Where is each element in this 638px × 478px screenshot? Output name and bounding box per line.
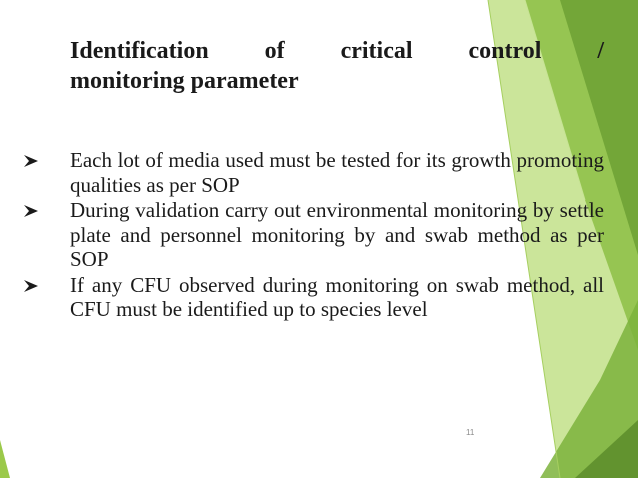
arrowhead-bullet-icon — [24, 155, 38, 167]
bullet-text: During validation carry out environmental monitoring by settle plate and personnel monitoring by and swab method as per SOP — [70, 198, 604, 271]
title-line-1 — [70, 36, 604, 66]
slide-title — [70, 36, 604, 96]
bullet-list — [24, 148, 604, 323]
bullet-text: If any CFU observed during monitoring on swab method, all CFU must be identified up to species level — [70, 272, 604, 321]
page-number: 11 — [466, 428, 475, 437]
title-word: control — [468, 38, 542, 64]
title-word: Identification — [70, 38, 209, 64]
green-edge-left — [0, 440, 10, 478]
title-word: of — [264, 38, 285, 64]
bullet-item — [24, 273, 604, 322]
title-line-2: monitoring parameter — [70, 68, 299, 94]
bullet-item — [24, 148, 604, 197]
title-word: / — [597, 38, 604, 64]
arrowhead-bullet-icon — [24, 280, 38, 292]
bullet-item — [24, 198, 604, 272]
title-word: critical — [340, 38, 413, 64]
bullet-text: Each lot of media used must be tested for its growth promoting qualities as per SOP — [70, 148, 604, 197]
arrowhead-bullet-icon — [24, 205, 38, 217]
